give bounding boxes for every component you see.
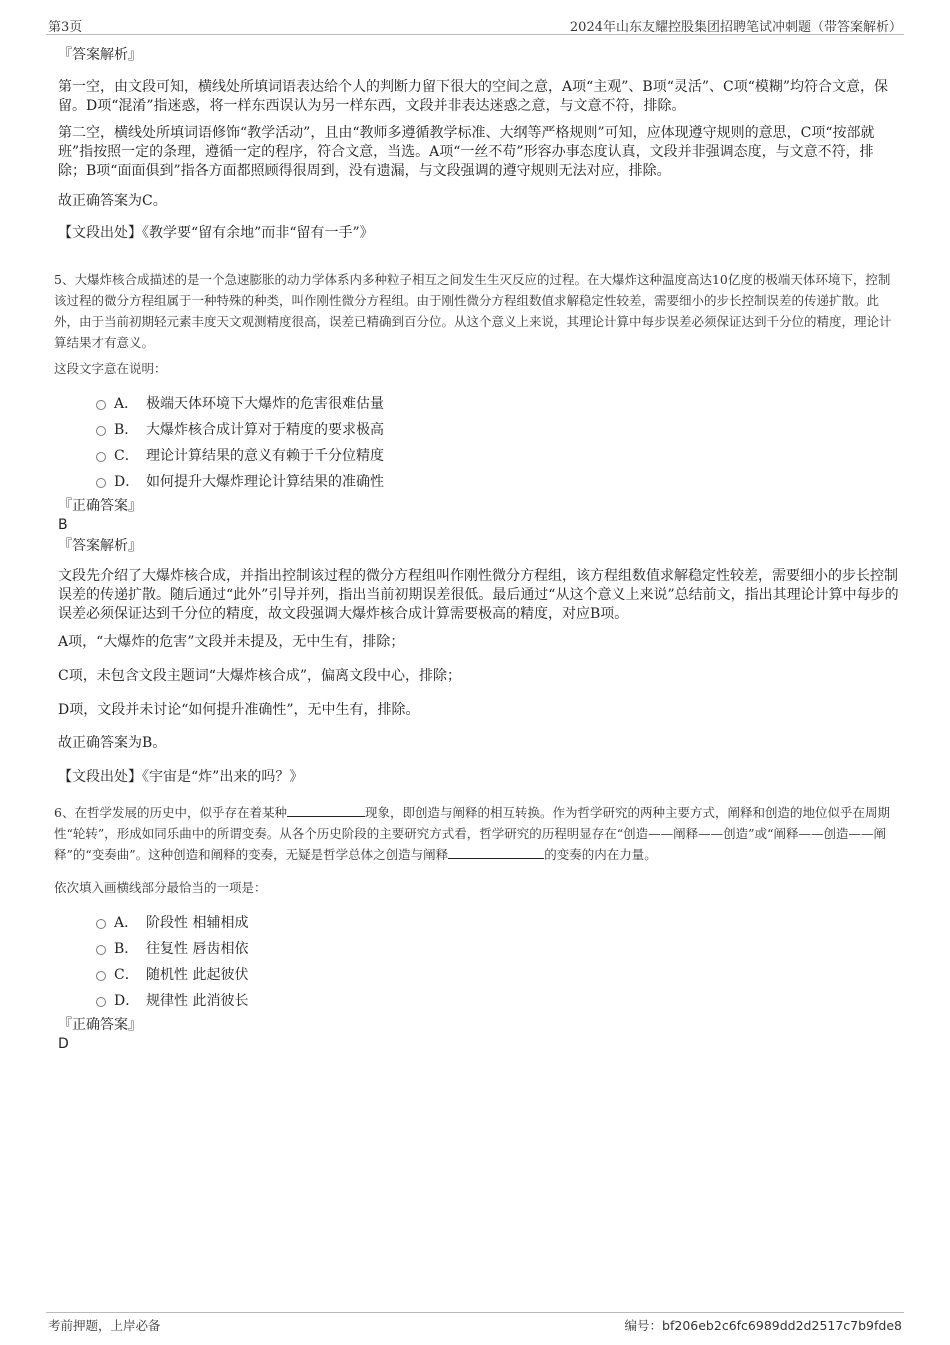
- option-list: [54, 910, 900, 1014]
- option-text: 阶段性 相辅相成: [146, 915, 249, 931]
- option-a[interactable]: [54, 391, 900, 417]
- radio-button[interactable]: [96, 400, 106, 410]
- radio-button[interactable]: [96, 478, 106, 488]
- analysis-paragraph: D项，文段并未讨论“如何提升准确性”，无中生有，排除。: [58, 702, 420, 718]
- option-d[interactable]: [54, 988, 900, 1014]
- option-a[interactable]: [54, 910, 900, 936]
- option-text: 极端天体环境下大爆炸的危害很难估量: [146, 396, 384, 412]
- radio-button[interactable]: [96, 997, 106, 1007]
- correct-answer: D: [58, 1036, 69, 1052]
- option-text: 随机性 此起彼伏: [146, 967, 249, 983]
- analysis-paragraph: C项，未包含文段主题词“大爆炸核合成”，偏离文段中心，排除；: [58, 668, 462, 684]
- analysis-paragraph: 第二空，横线处所填词语修饰“教学活动”，且由“教师多遵循教学标准、大纲等严格规则”可知，应体现遵守规则的意思，C项“按部就班”指按照一定的条理，遵循一定的程序，符合文意，当选。A项“一丝不苟”形容办事态度认真，文段并非强调态度，与文意不符，排除；B项“面面俱到”指各方面都照顾得很周到，没有遗漏，与文段强调的遵守规则无法对应，排除。: [58, 125, 875, 179]
- option-text: 理论计算结果的意义有赖于千分位精度: [146, 448, 384, 464]
- option-b[interactable]: [54, 936, 900, 962]
- code-label: 编号：: [624, 1318, 663, 1333]
- radio-button[interactable]: [96, 452, 106, 462]
- stem-text: 的变奏的内在力量。: [544, 847, 657, 862]
- option-text: 大爆炸核合成计算对于精度的要求极高: [146, 422, 384, 438]
- analysis-paragraph: 文段先介绍了大爆炸核合成，并指出控制该过程的微分方程组叫作刚性微分方程组，该方程组数值求解稳定性较差，需要细小的步长控制误差的传递扩散。随后通过“此外”引导并列，指出当前初期误差很低。最后通过“从这个意义上来说”总结前文，指出其理论计算中每步的误差必须保证达到千分位的精度，故文段强调大爆炸核合成计算需要极高的精度，对应B项。: [58, 568, 899, 622]
- code-value: bf206eb2c6fc6989dd2d2517c7b9fde8: [662, 1318, 902, 1333]
- stem-text: 6、在哲学发展的历史中，似乎存在着某种: [54, 805, 287, 820]
- correct-answer: B: [58, 517, 68, 533]
- stem-text: 现象，即创造与阐释的相互转换。作为哲学研究的两种主要方式，阐释和创造的地位似乎在周期性“轮转”，形成如同乐曲中的所谓变奏。从各个历史阶段的主要研究方式看，哲学研究的历程明显存在“创造——阐释——创造”或“阐释——创造——阐释”的“变奏曲”。这种创造和阐释的变奏，无疑是哲学总体之创造与阐释: [54, 805, 890, 862]
- option-letter: D．: [114, 474, 140, 490]
- source-citation: 【文段出处】《教学要“留有余地”而非“留有一手”》: [58, 225, 374, 241]
- option-letter: B．: [114, 941, 139, 957]
- analysis-heading: 『答案解析』: [58, 538, 142, 554]
- option-letter: D．: [114, 993, 140, 1009]
- option-text: 如何提升大爆炸理论计算结果的准确性: [146, 474, 384, 490]
- analysis-paragraph: A项，“大爆炸的危害”文段并未提及，无中生有，排除；: [58, 634, 405, 650]
- document-code: [625, 1316, 902, 1334]
- option-b[interactable]: [54, 417, 900, 443]
- page-footer: [46, 1312, 904, 1333]
- radio-button[interactable]: [96, 971, 106, 981]
- correct-answer-heading: 『正确答案』: [58, 498, 142, 514]
- fill-blank-2: [448, 846, 544, 859]
- analysis-paragraph: 第一空，由文段可知，横线处所填词语表达给个人的判断力留下很大的空间之意，A项“主观”、B项“灵活”、C项“模糊”均符合文意，保留。D项“混淆”指迷惑，将一样东西误认为另一样东西，文段并非表达迷惑之意，与文意不符，排除。: [58, 79, 889, 114]
- source-citation: 【文段出处】《宇宙是“炸”出来的吗？》: [58, 769, 304, 785]
- conclusion-text: 故正确答案为C。: [58, 193, 167, 209]
- option-letter: C．: [114, 448, 139, 464]
- option-text: 往复性 唇齿相依: [146, 941, 249, 957]
- conclusion-text: 故正确答案为B。: [58, 735, 167, 751]
- document-title: 2024年山东友耀控股集团招聘笔试冲刺题（带答案解析）: [569, 20, 902, 35]
- option-letter: B．: [114, 422, 139, 438]
- fill-blank-1: [287, 804, 365, 817]
- option-letter: A．: [114, 396, 139, 412]
- page-content: [54, 44, 900, 1054]
- page-header: [46, 14, 904, 35]
- question-prompt: 依次填入画横线部分最恰当的一项是：: [54, 880, 267, 895]
- page-number: 第3页: [48, 20, 83, 35]
- correct-answer-heading: 『正确答案』: [58, 1017, 142, 1033]
- option-c[interactable]: [54, 443, 900, 469]
- radio-button[interactable]: [96, 945, 106, 955]
- option-text: 规律性 此消彼长: [146, 993, 249, 1009]
- option-letter: A．: [114, 915, 139, 931]
- radio-button[interactable]: [96, 919, 106, 929]
- option-d[interactable]: [54, 469, 900, 495]
- question-stem: 5、大爆炸核合成描述的是一个急速膨胀的动力学体系内多种粒子相互之间发生生灭反应的过程。在大爆炸这种温度高达10亿度的极端天体环境下，控制该过程的微分方程组属于一种特殊的种类，叫作刚性微分方程组。由于刚性微分方程组数值求解稳定性较差，需要细小的步长控制误差的传递扩散。此外，由于当前初期轻元素丰度天文观测精度很高，误差已精确到百分位。从这个意义上来说，其理论计算中每步误差必须保证达到千分位的精度，理论计算结果才有意义。: [54, 272, 892, 350]
- option-letter: C．: [114, 967, 139, 983]
- radio-button[interactable]: [96, 426, 106, 436]
- footer-slogan: 考前押题，上岸必备: [48, 1318, 161, 1333]
- option-list: [54, 391, 900, 495]
- option-c[interactable]: [54, 962, 900, 988]
- question-stem: [54, 802, 900, 866]
- question-prompt: 这段文字意在说明：: [54, 361, 167, 376]
- analysis-heading: 『答案解析』: [58, 47, 142, 63]
